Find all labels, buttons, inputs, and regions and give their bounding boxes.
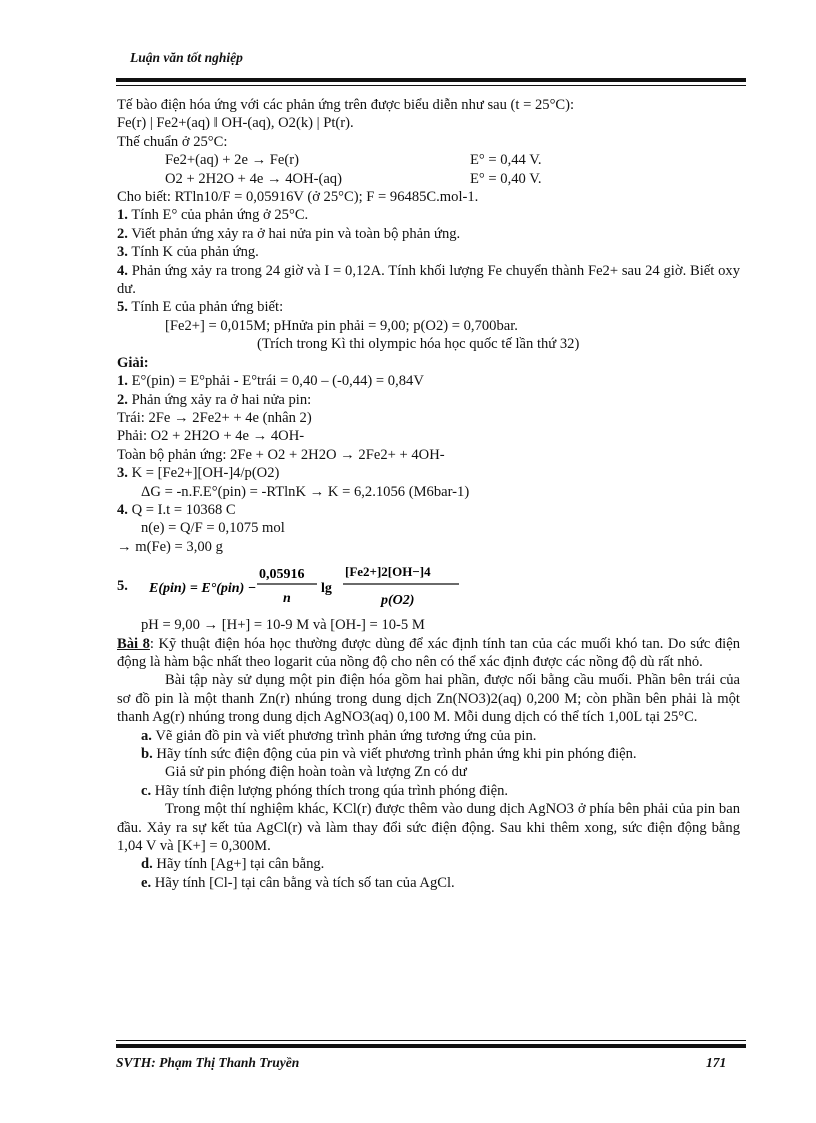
answer-2-right: Phải: O2 + 2H2O + 4e → 4OH-	[117, 428, 305, 445]
part-d	[117, 855, 740, 873]
answer-2-overall: Toàn bộ phản ứng: 2Fe + O2 + 2H2O → 2Fe2+ + 4OH-	[117, 446, 445, 463]
part-e-label: e.	[141, 874, 152, 891]
solution-heading	[117, 354, 740, 372]
answer-5-ph: pH = 9,00 → [H+] = 10-9 M và [OH-] = 10-5 M	[141, 617, 425, 634]
part-b-label: b.	[141, 746, 153, 762]
answer-2-text: Phản ứng xảy ra ở hai nửa pin:	[131, 391, 312, 408]
nernst-log: lg	[321, 581, 332, 597]
answer-3-number: 3.	[117, 465, 128, 482]
part-a-text: Vẽ giản đồ pin và viết phương trình phản ứng tương ứng của pin.	[155, 727, 537, 744]
question-5	[117, 298, 740, 316]
part-a-label: a.	[141, 727, 152, 744]
footer-rule-thick	[116, 1044, 746, 1048]
answer-3-gibbs: ΔG = -n.F.E°(pin) = -RTlnK → K = 6,2.1056 (M6bar-1)	[141, 483, 470, 500]
question-4	[117, 262, 740, 299]
answer-1-text: E°(pin) = E°phải - E°trái = 0,40 – (-0,44) = 0,84V	[131, 373, 424, 390]
footer-rule-thin	[116, 1040, 746, 1041]
answer-2-left: Trái: 2Fe → 2Fe2+ + 4e (nhân 2)	[117, 409, 312, 426]
answer-1	[117, 372, 740, 390]
standard-potential-label: Thế chuẩn ở 25°C:	[117, 133, 228, 150]
part-a	[117, 727, 740, 745]
part-b-text: Hãy tính sức điện động của pin và viết phương trình phản ứng khi pin phóng điện.	[156, 746, 637, 762]
footer-author: SVTH: Phạm Thị Thanh Truyền	[116, 1055, 300, 1070]
part-b	[117, 745, 740, 763]
question-4-text: Phản ứng xảy ra trong 24 giờ và I = 0,12A. Tính khối lượng Fe chuyển thành Fe2+ sau 24 giờ. Biết oxy dư.	[117, 262, 740, 298]
bai8-title: Bài 8	[117, 635, 150, 652]
nernst-equation	[147, 558, 477, 614]
part-c-label: c.	[141, 782, 152, 799]
nernst-numerator: [Fe2+]2[OH−]4	[345, 564, 431, 580]
half-reaction-2-eq: O2 + 2H2O + 4e → 4OH-(aq)	[165, 170, 342, 187]
part-e-text: Hãy tính [Cl-] tại cân bằng và tích số tan của AgCl.	[154, 874, 455, 891]
question-3	[117, 243, 740, 261]
answer-4-mass: → m(Fe) = 3,00 g	[117, 538, 223, 555]
part-d-text: Hãy tính [Ag+] tại cân bằng.	[156, 856, 325, 873]
nernst-coef-numerator: 0,05916	[259, 567, 305, 583]
nernst-coef-denominator: n	[283, 591, 291, 607]
part-b-assumption: Giả sử pin phóng điện hoàn toàn và lượng Zn có dư	[165, 764, 467, 781]
question-2-text: Viết phản ứng xảy ra ở hai nửa pin và toàn bộ phản ứng.	[131, 225, 461, 242]
answer-1-number: 1.	[117, 373, 128, 390]
part-c	[117, 782, 740, 800]
bai8-description: Bài tập này sử dụng một pin điện hóa gồm hai phần, được nối bằng cầu muối. Phần bên trái của sơ đồ pin là một thanh Zn(r) nhúng trong dung dịch Zn(NO3)2(aq) 0,200 M; còn phần bên phải là một thanh Ag(r) nhúng trong dung dịch AgNO3(aq) 0,100 M. Mỗi dung dịch có thể tích 1,00L tại 25°C.	[117, 672, 740, 726]
part-c-text: Hãy tính điện lượng phóng thích trong qúa trình phóng điện.	[154, 782, 509, 799]
answer-2	[117, 391, 740, 409]
intro-line: Tế bào điện hóa ứng với các phản ứng trên được biểu diễn như sau (t = 25°C):	[117, 97, 575, 113]
answer-4	[117, 501, 740, 519]
nernst-formula	[117, 556, 740, 616]
question-5-number: 5.	[117, 299, 128, 316]
answer-4-moles: n(e) = Q/F = 0,1075 mol	[141, 520, 285, 537]
question-1-text: Tính E° của phản ứng ở 25°C.	[131, 207, 309, 224]
given-constants: Cho biết: RTln10/F = 0,05916V (ở 25°C); F = 96485C.mol-1.	[117, 189, 479, 206]
half-reaction-2	[117, 170, 740, 188]
header-rule-thin	[116, 85, 746, 86]
question-4-number: 4.	[117, 262, 128, 279]
answer-4-text: Q = I.t = 10368 C	[131, 501, 236, 518]
bai8-intro-text: : Kỹ thuật điện hóa học thường được dùng để xác định tính tan của các muối khó tan. Do sức điện động là hàm bậc nhất theo logarit của nồng độ cho nên có thể xác định được các nồng độ dù rất nhỏ.	[117, 635, 741, 670]
nernst-denominator: p(O2)	[381, 593, 415, 609]
bai8-intro	[117, 635, 740, 672]
answer-3-text: K = [Fe2+][OH-]4/p(O2)	[131, 465, 280, 482]
page-content	[117, 96, 740, 892]
question-1	[117, 206, 740, 224]
question-5-text: Tính E của phản ứng biết:	[131, 299, 284, 316]
bai8-experiment: Trong một thí nghiệm khác, KCl(r) được thêm vào dung dịch AgNO3 ở phía bên phải của pin ban đầu. Xảy ra sự kết tủa AgCl(r) và làm thay đổi sức điện động. Sau khi thêm xong, sức điện động bằng 1,04 V và [K+] = 0,300M.	[117, 801, 740, 855]
page-number: 171	[706, 1055, 727, 1070]
question-2	[117, 225, 740, 243]
half-reaction-2-potential: E° = 0,40 V.	[470, 170, 542, 187]
cell-notation: Fe(r) | Fe2+(aq) ‖ OH-(aq), O2(k) | Pt(r).	[117, 115, 354, 132]
answer-3	[117, 464, 740, 482]
question-3-number: 3.	[117, 244, 128, 261]
answer-5-number: 5.	[117, 577, 128, 594]
half-reaction-1-eq: Fe2+(aq) + 2e → Fe(r)	[165, 152, 299, 169]
question-2-number: 2.	[117, 225, 128, 242]
part-d-label: d.	[141, 856, 153, 873]
half-reaction-1-potential: E° = 0,44 V.	[470, 152, 542, 169]
nernst-lhs: E(pin) = E°(pin) −	[149, 581, 257, 597]
half-reaction-1	[117, 151, 740, 169]
header-title: Luận văn tốt nghiệp	[130, 50, 243, 65]
answer-4-number: 4.	[117, 501, 128, 518]
part-e	[117, 874, 740, 892]
question-1-number: 1.	[117, 207, 128, 224]
solution-heading-text: Giải:	[117, 354, 149, 371]
header-rule-thick	[116, 78, 746, 82]
source-note: (Trích trong Kì thi olympic hóa học quốc tế lần thứ 32)	[257, 336, 580, 353]
question-5-data: [Fe2+] = 0,015M; pHnửa pin phải = 9,00; p(O2) = 0,700bar.	[165, 317, 518, 334]
question-3-text: Tính K của phản ứng.	[131, 244, 259, 261]
answer-2-number: 2.	[117, 391, 128, 408]
